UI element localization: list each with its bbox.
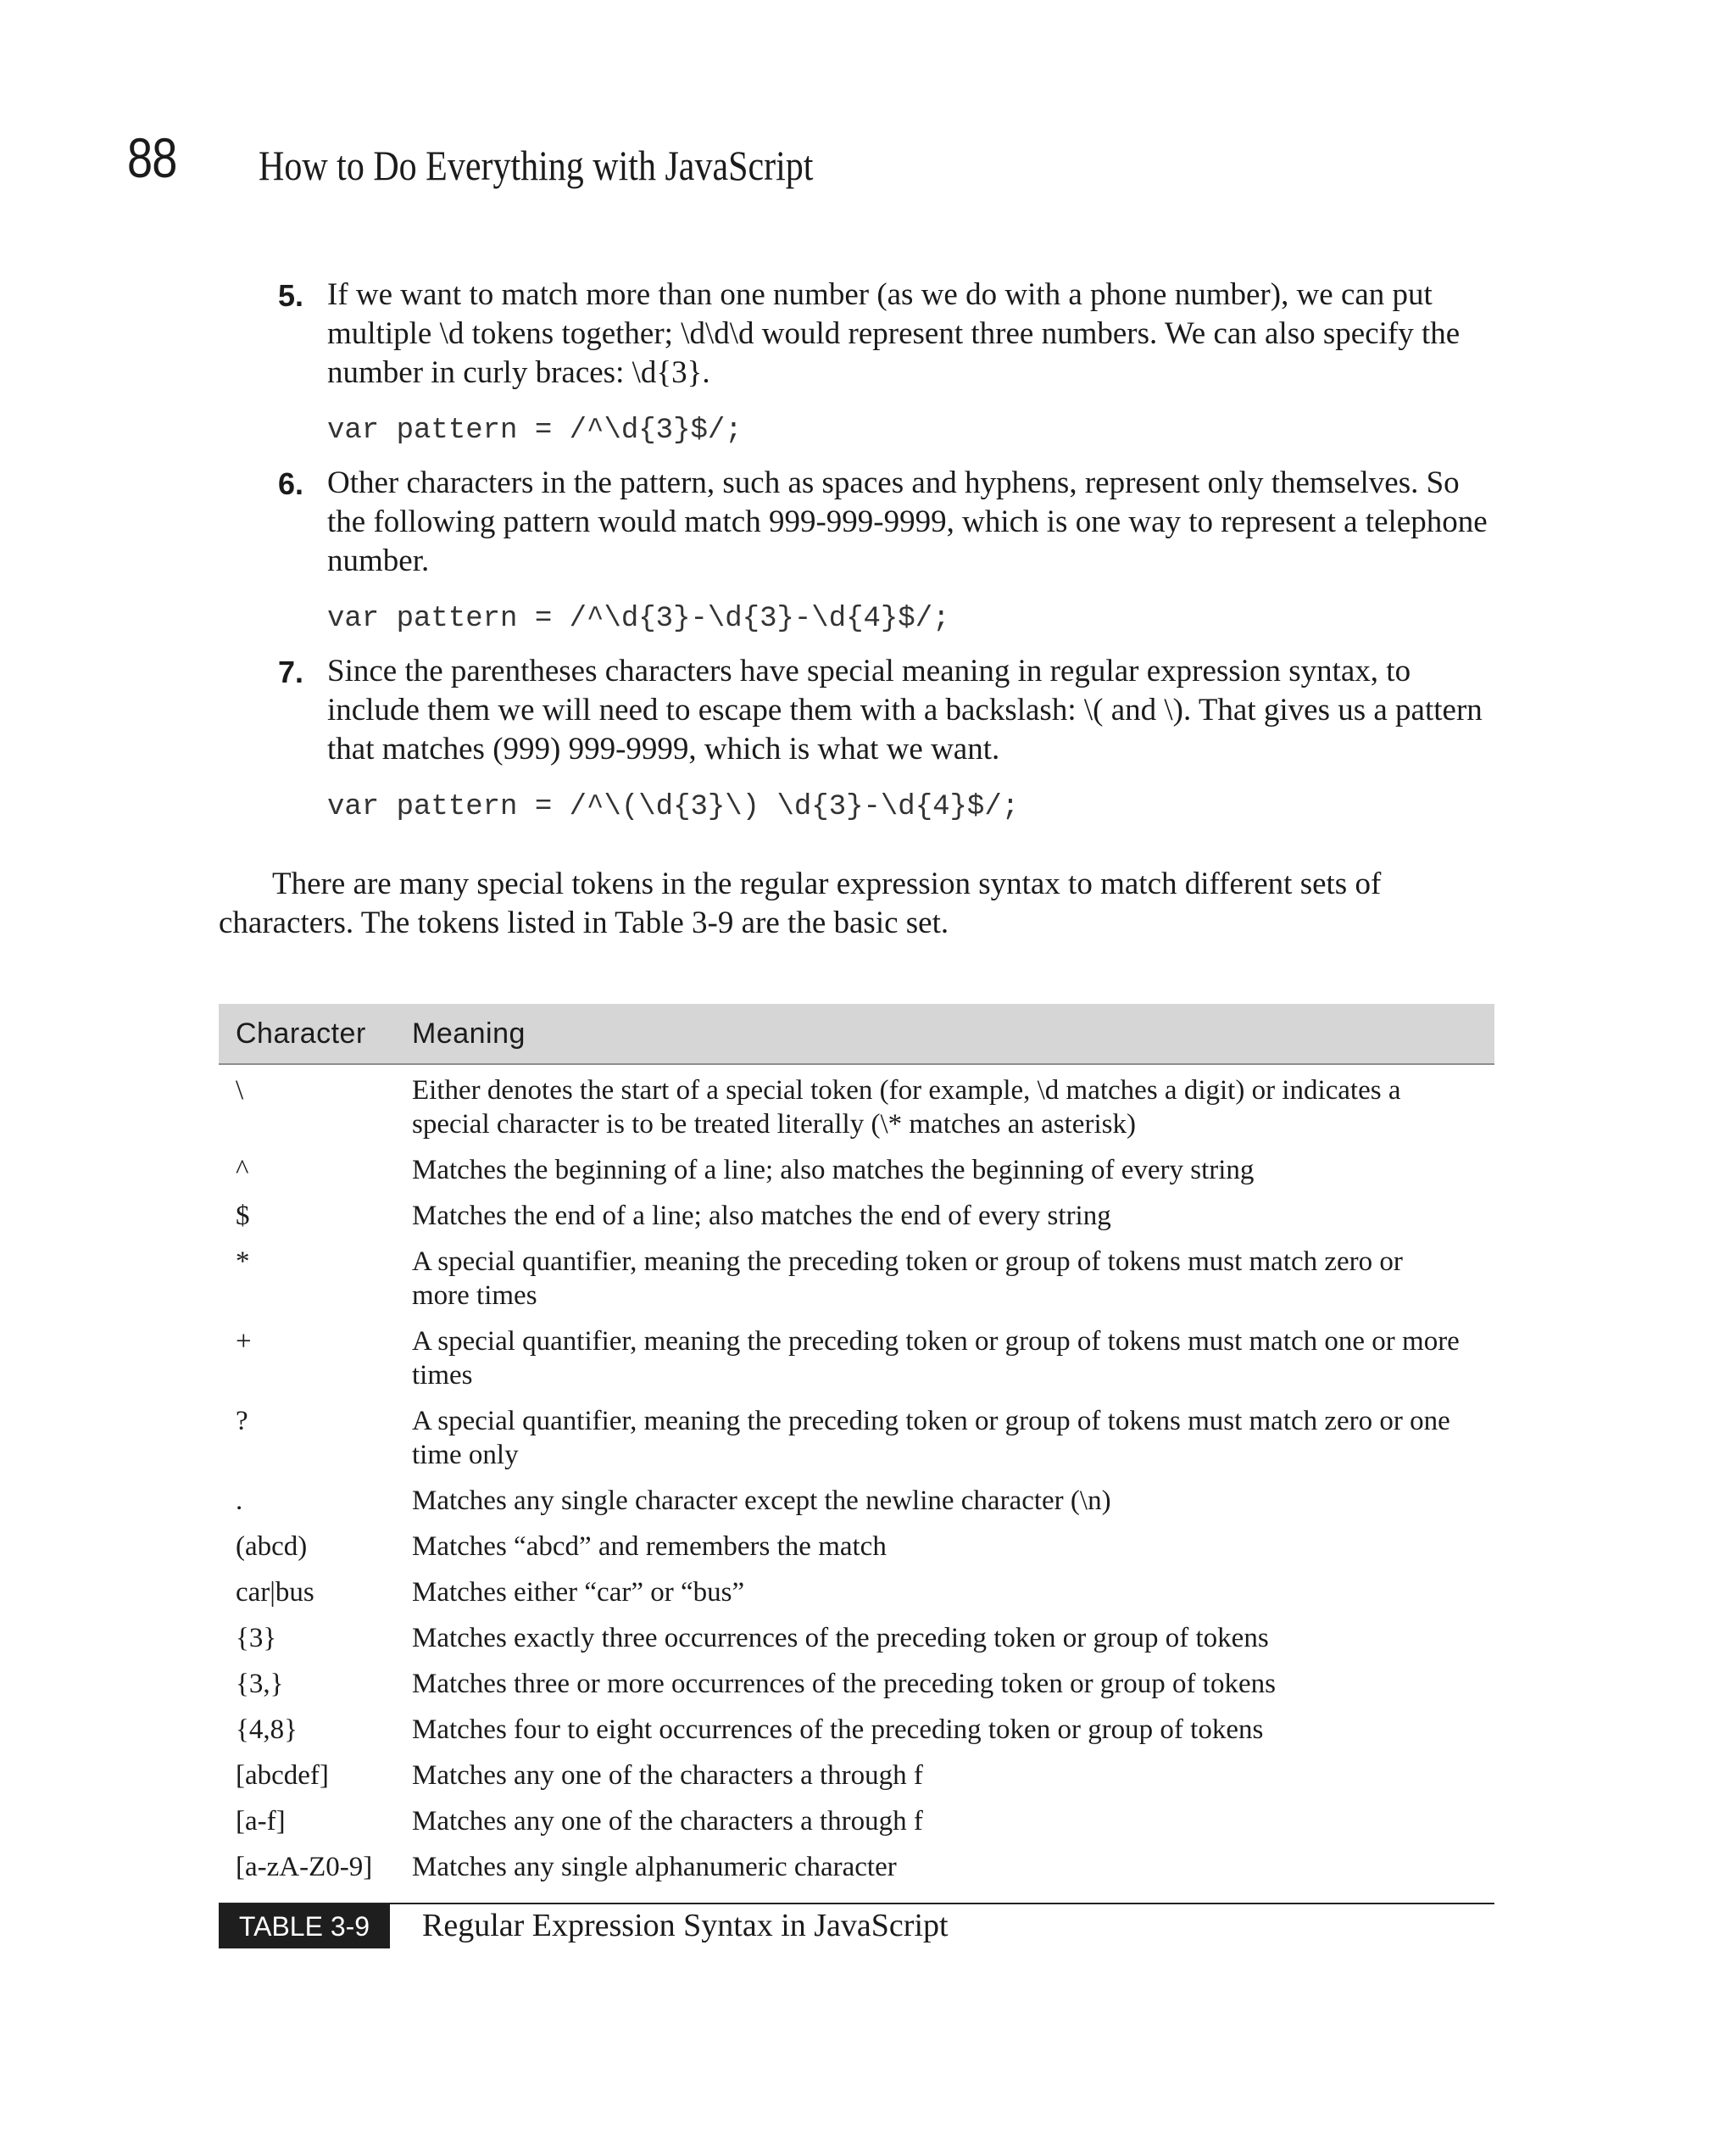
character-cell: ^ [236, 1155, 249, 1185]
step-number: 6. [277, 466, 303, 501]
meaning-cell: A special quantifier, meaning the preceding token or group of tokens must match one or more times [412, 1326, 1460, 1391]
step-text: Since the parentheses characters have special meaning in regular expression syntax, to include them we will need to escape them with a backslash: \( and \). That gives us a pattern that matches (999) 999-9999, which is what we want. [327, 654, 1483, 766]
code-sample: var pattern = /^\(\d{3}\) \d{3}-\d{4}$/; [327, 791, 1020, 823]
meaning-cell: Matches the beginning of a line; also matches the beginning of every string [412, 1155, 1255, 1185]
step-item [254, 464, 1492, 581]
table-row [219, 1147, 1494, 1193]
table-row [219, 1615, 1494, 1661]
character-cell: [a-zA-Z0-9] [236, 1852, 373, 1882]
step-item [254, 652, 1492, 769]
character-cell: car|bus [236, 1577, 314, 1608]
meaning-cell: Either denotes the start of a special token (for example, \d matches a digit) or indicates a special character is to be treated literally (\* matches an asterisk) [412, 1075, 1401, 1140]
code-sample: var pattern = /^\d{3}-\d{3}-\d{4}$/; [327, 603, 950, 635]
page-number: 88 [127, 126, 177, 189]
meaning-cell: Matches three or more occurrences of the preceding token or group of tokens [412, 1669, 1276, 1699]
table-row [219, 1753, 1494, 1798]
step-item [254, 276, 1492, 393]
numbered-steps [254, 276, 1492, 840]
table-row [219, 1064, 1494, 1147]
table-row [219, 1844, 1494, 1890]
step-text: Other characters in the pattern, such as spaces and hyphens, represent only themselves. So the following pattern would match 999-999-9999, which is one way to represent a telephone number. [327, 465, 1488, 578]
meaning-cell: Matches any one of the characters a through f [412, 1760, 923, 1791]
table-row [219, 1193, 1494, 1239]
character-cell: $ [236, 1201, 250, 1231]
character-cell: + [236, 1326, 252, 1357]
character-cell: [abcdef] [236, 1760, 329, 1791]
character-cell: . [236, 1485, 243, 1516]
character-cell: ? [236, 1406, 248, 1436]
meaning-cell: Matches “abcd” and remembers the match [412, 1531, 887, 1562]
intro-paragraph: There are many special tokens in the regular expression syntax to match different sets of characters. The tokens listed in Table 3-9 are the basic set. [219, 867, 1382, 940]
meaning-cell: Matches the end of a line; also matches the end of every string [412, 1201, 1111, 1231]
table-label-badge: TABLE 3-9 [219, 1904, 390, 1948]
step-number: 7. [277, 655, 303, 689]
regex-syntax-table [219, 1004, 1494, 1890]
character-cell: * [236, 1246, 250, 1277]
code-sample: var pattern = /^\d{3}$/; [327, 415, 743, 447]
meaning-cell: A special quantifier, meaning the preceding token or group of tokens must match zero or more times [412, 1246, 1403, 1311]
table-row [219, 1661, 1494, 1707]
table-header-row [219, 1004, 1494, 1064]
character-cell: {3,} [236, 1669, 284, 1699]
column-header-meaning: Meaning [412, 1004, 1494, 1064]
character-cell: {4,8} [236, 1714, 298, 1745]
meaning-cell: Matches any single character except the newline character (\n) [412, 1485, 1111, 1516]
table-row [219, 1524, 1494, 1569]
table-caption [219, 1903, 1494, 1950]
table-row [219, 1707, 1494, 1753]
table-row [219, 1569, 1494, 1615]
meaning-cell: Matches any single alphanumeric character [412, 1852, 897, 1882]
table-row [219, 1318, 1494, 1398]
column-header-character: Character [219, 1004, 412, 1064]
meaning-cell: A special quantifier, meaning the preceding token or group of tokens must match zero or one time only [412, 1406, 1450, 1470]
book-title: How to Do Everything with JavaScript [259, 142, 814, 189]
table-caption-text: Regular Expression Syntax in JavaScript [422, 1908, 949, 1943]
meaning-cell: Matches exactly three occurrences of the preceding token or group of tokens [412, 1623, 1269, 1653]
table-row [219, 1398, 1494, 1478]
meaning-cell: Matches any one of the characters a through f [412, 1806, 923, 1837]
table-row [219, 1478, 1494, 1524]
table-row [219, 1239, 1494, 1318]
character-cell: {3} [236, 1623, 277, 1653]
character-cell: [a-f] [236, 1806, 286, 1837]
character-cell: (abcd) [236, 1531, 308, 1562]
meaning-cell: Matches four to eight occurrences of the preceding token or group of tokens [412, 1714, 1264, 1745]
table-row [219, 1798, 1494, 1844]
step-text: If we want to match more than one number (as we do with a phone number), we can put multiple \d tokens together; \d\d\d would represent three numbers. We can also specify the number in curly braces: \d{3}. [327, 277, 1461, 390]
meaning-cell: Matches either “car” or “bus” [412, 1577, 745, 1608]
character-cell: \ [236, 1075, 244, 1106]
step-number: 5. [277, 278, 303, 313]
